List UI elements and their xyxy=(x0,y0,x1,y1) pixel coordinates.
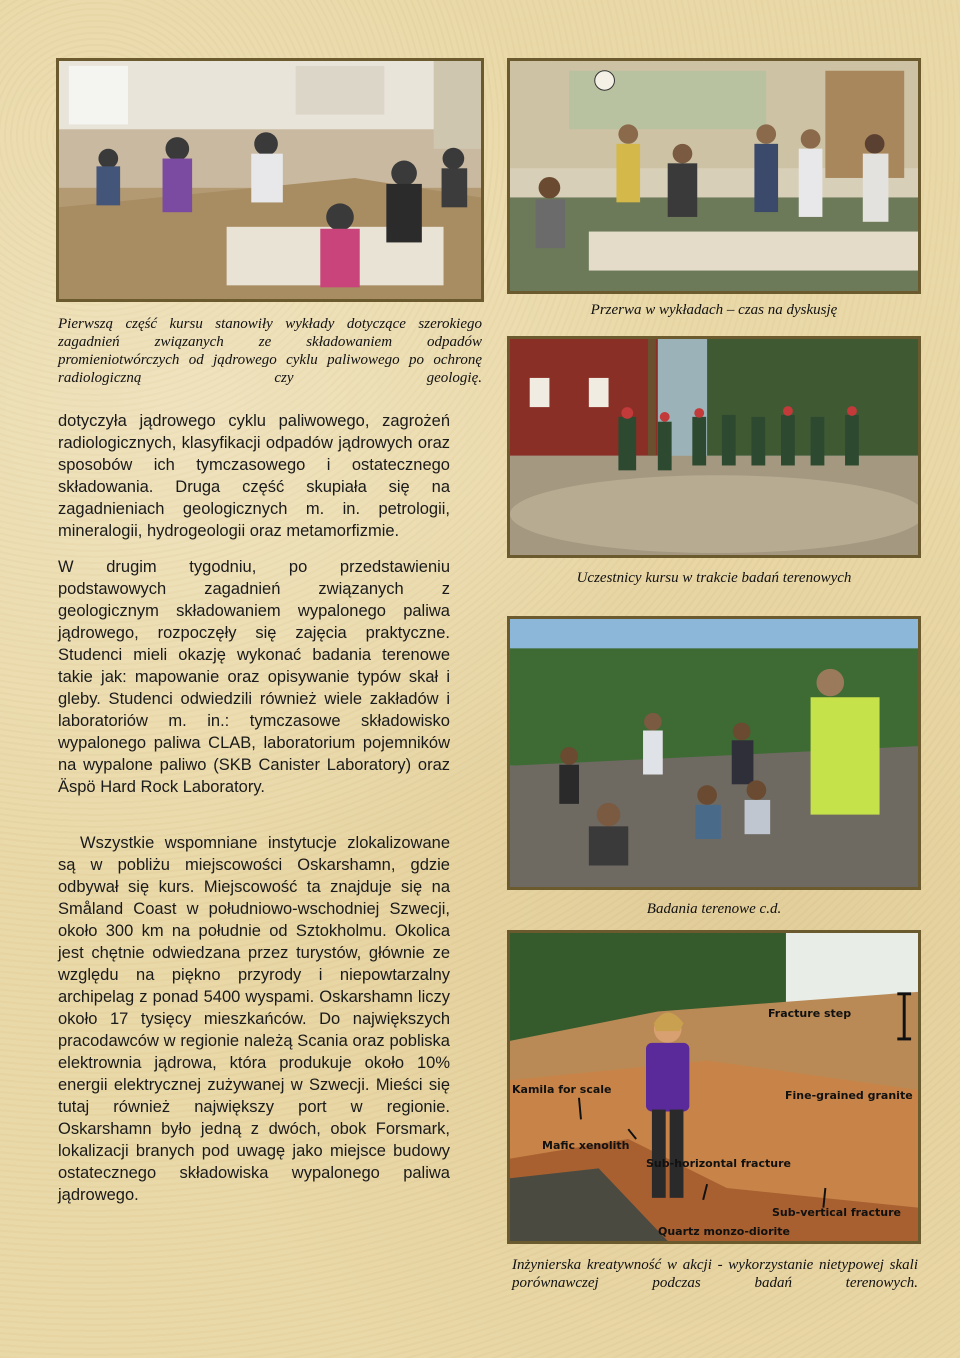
label-quartz-monzo-diorite: Quartz monzo-diorite xyxy=(658,1225,791,1238)
label-sub-horizontal-fracture: Sub-horizontal fracture xyxy=(646,1157,791,1170)
lecture-hall-photo xyxy=(56,58,484,302)
field-trip-photo xyxy=(507,336,921,558)
field-trip-caption: Uczestnicy kursu w trakcie badań terenowych xyxy=(576,570,852,586)
label-mafic-xenolith: Mafic xenolith xyxy=(542,1139,630,1152)
label-sub-vertical-fracture: Sub-vertical fracture xyxy=(772,1206,901,1219)
label-fracture-step: Fracture step xyxy=(768,1007,852,1020)
geology-photo xyxy=(507,930,921,1244)
label-fine-granite: Fine-grained granite xyxy=(785,1089,913,1102)
body-paragraph-3: Wszystkie wspomniane instytucje zlokalizowane są w pobliżu miejscowości Oskarshamn, gdzie odbywał się kurs. Miejscowość ta znajduje się na Småland Coast w południowo-wschodniej Szwecji, około 300 km na południe od Sztokholmu. Okolica jest chętnie odwiedzana przez turystów, głównie ze względu na piękno przyrody i niepowtarzalny archipelag z ponad 5400 wyspami. Oskarshamn liczy około 17 tysięcy mieszkańców. Do największych pracodawców w regionie należą Scania oraz pobliska elektrownia jądrowa, która produkuje około 10% energii elektrycznej zużywanej w Szwecji. Mieści się tutaj również największy port w regionie. Oskarshamn było jedną z dwóch, obok Forsmark, lokalizacji branych pod uwagę jako miejsce budowy ostatecznego składowiska wypalonego paliwa jądrowego. xyxy=(58,834,450,1204)
field-research-photo xyxy=(507,616,921,890)
break-caption: Przerwa w wykładach – czas na dyskusję xyxy=(590,302,838,318)
label-kamila-scale: Kamila for scale xyxy=(512,1083,612,1096)
break-photo xyxy=(507,58,921,294)
field-research-caption: Badania terenowe c.d. xyxy=(646,901,782,917)
lecture-caption: Pierwszą część kursu stanowiły wykłady dotyczące szerokiego zagadnień związanych ze składowaniem odpadów promieniotwórczych od jądrowego cyklu paliwowego po ochronę radiologiczną czy geologię. xyxy=(58,316,482,386)
geology-caption: Inżynierska kreatywność w akcji - wykorzystanie nietypowej skali porównawczej podczas badań terenowych. xyxy=(512,1257,918,1291)
body-paragraph-1: dotyczyła jądrowego cyklu paliwowego, zagrożeń radiologicznych, klasyfikacji odpadów jądrowych oraz sposobów ich tymczasowego i ostatecznego składowania. Druga część skupiała się na zagadnieniach geologicznych m. in. petrologii, mineralogii, hydrogeologii oraz metamorfizmie. xyxy=(58,412,450,540)
body-paragraph-2: W drugim tygodniu, po przedstawieniu podstawowych zagadnień związanych z geologicznym składowaniem wypalonego paliwa jądrowego, rozpoczęły się zajęcia praktyczne. Studenci mieli okazję wykonać badania terenowe takie jak: mapowanie oraz opisywanie typów skał i gleby. Studenci odwiedzili również wiele zakładów i laboratoriów m. in.: tymczasowe składowisko wypalonego paliwa CLAB, laboratorium pojemników na wypalone paliwo (SKB Canister Laboratory) oraz Äspö Hard Rock Laboratory. xyxy=(58,558,450,796)
